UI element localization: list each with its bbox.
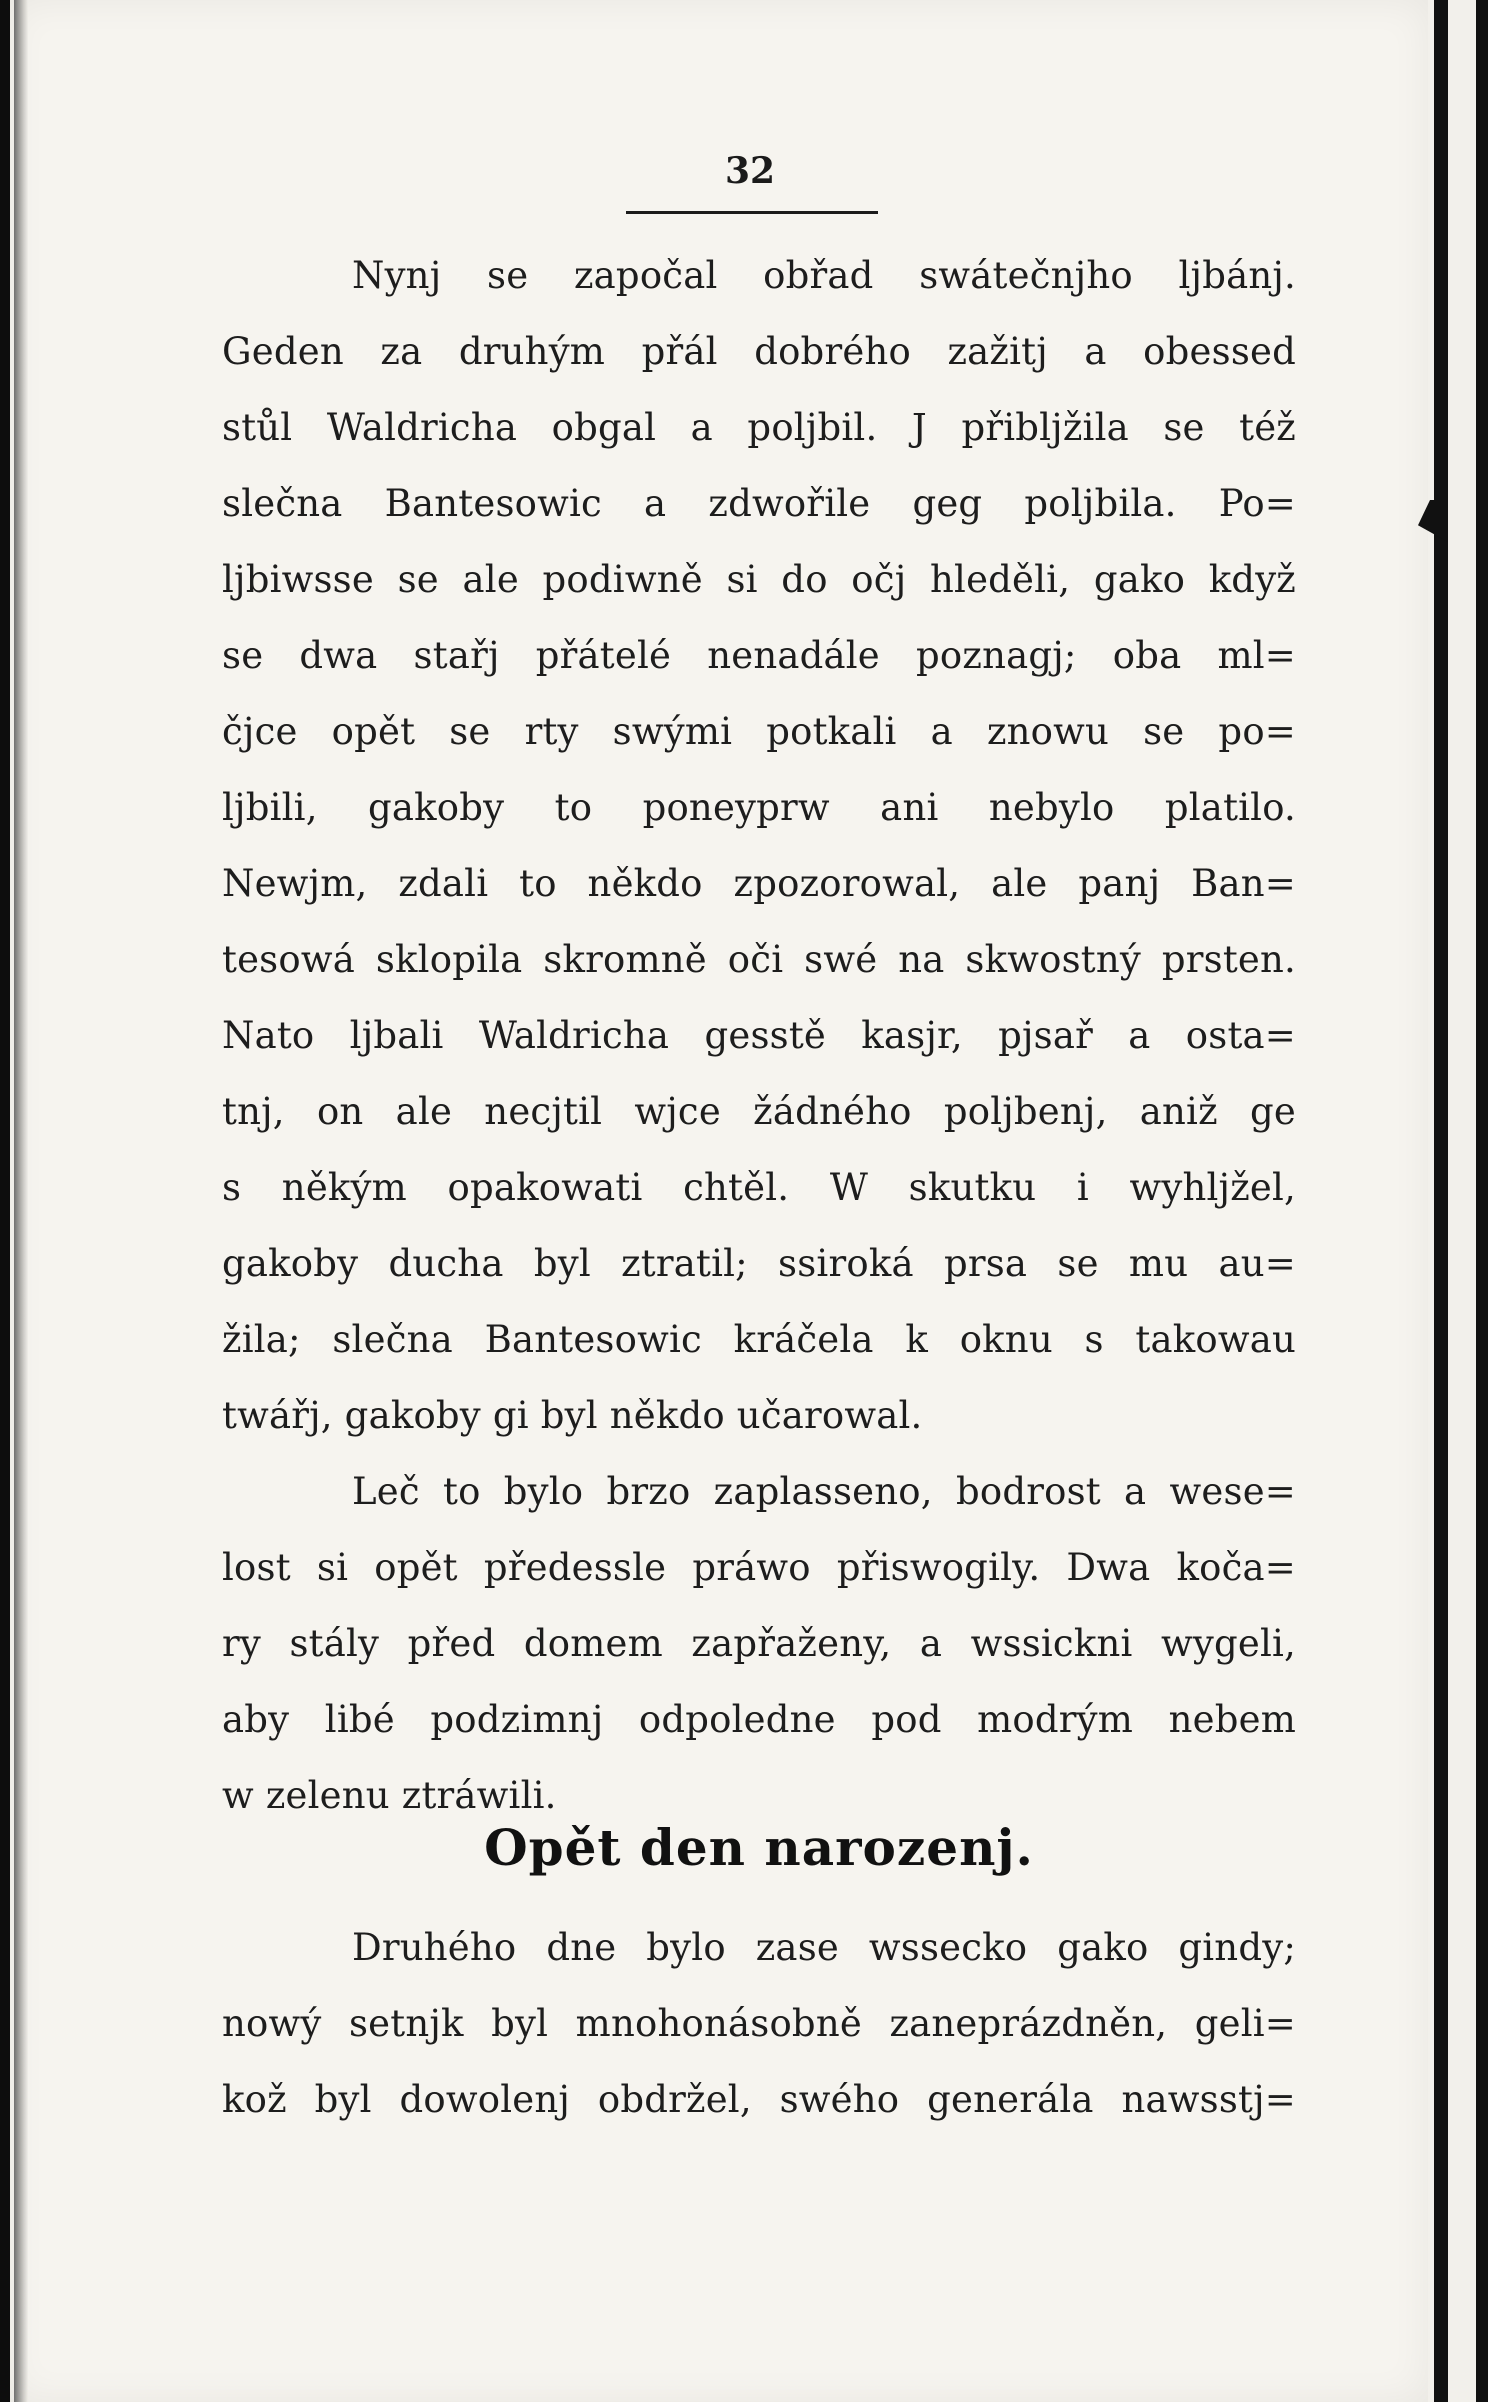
text-line: Nynj se započal obřad swátečnjho ljbánj. — [352, 254, 1296, 297]
text-line: gakoby ducha byl ztratil; ssiroká prsa se mu au= — [222, 1242, 1296, 1285]
header-rule — [626, 211, 878, 214]
text-line: ljbiwsse se ale podiwně si do očj hleděli, gako když — [222, 558, 1296, 601]
text-line: ry stály před domem zapřaženy, a wssickni wygeli, — [222, 1622, 1296, 1665]
text-line: se dwa stařj přátelé nenadále poznagj; oba ml= — [222, 634, 1296, 677]
text-line: tesowá sklopila skromně oči swé na skwostný prsten. — [222, 938, 1296, 981]
text-line: twářj, gakoby gi byl někdo učarowal. — [222, 1394, 923, 1437]
text-line: slečna Bantesowic a zdwořile geg poljbila. Po= — [222, 482, 1296, 525]
text-line: Leč to bylo brzo zaplasseno, bodrost a wese= — [352, 1470, 1296, 1513]
text-line: nowý setnjk byl mnohonásobně zaneprázdněn, geli= — [222, 2002, 1296, 2045]
body-text-continued — [222, 1910, 1296, 2138]
text-line: Geden za druhým přál dobrého zažitj a obessed — [222, 330, 1296, 373]
text-line: žila; slečna Bantesowic kráčela k oknu s takowau — [222, 1318, 1296, 1361]
page-number: 32 — [724, 150, 776, 192]
text-line: Newjm, zdali to někdo zpozorowal, ale panj Ban= — [222, 862, 1296, 905]
text-line: stůl Waldricha obgal a poljbil. J přibljžila se též — [222, 406, 1296, 449]
text-line: w zelenu ztráwili. — [222, 1774, 557, 1817]
text-line: Nato ljbali Waldricha gesstě kasjr, pjsař a osta= — [222, 1014, 1296, 1057]
text-line: s někým opakowati chtěl. W skutku i wyhljžel, — [222, 1166, 1296, 1209]
page-right-border — [1434, 0, 1448, 2402]
text-line: ljbili, gakoby to poneyprw ani nebylo platilo. — [222, 786, 1296, 829]
text-line: aby libé podzimnj odpoledne pod modrým nebem — [222, 1698, 1296, 1741]
text-line: Druhého dne bylo zase wssecko gako gindy; — [352, 1926, 1296, 1969]
section-heading: Opět den narozenj. — [484, 1818, 1034, 1877]
text-line: čjce opět se rty swými potkali a znowu se po= — [222, 710, 1296, 753]
page-left-edge — [14, 0, 28, 2402]
text-line: tnj, on ale necjtil wjce žádného poljbenj, aniž ge — [222, 1090, 1296, 1133]
body-text — [222, 238, 1296, 1834]
text-line: kož byl dowolenj obdržel, swého generála nawsstj= — [222, 2078, 1296, 2121]
text-line: lost si opět předessle práwo přiswogily. Dwa koča= — [222, 1546, 1296, 1589]
scan-right-edge — [1476, 0, 1488, 2402]
